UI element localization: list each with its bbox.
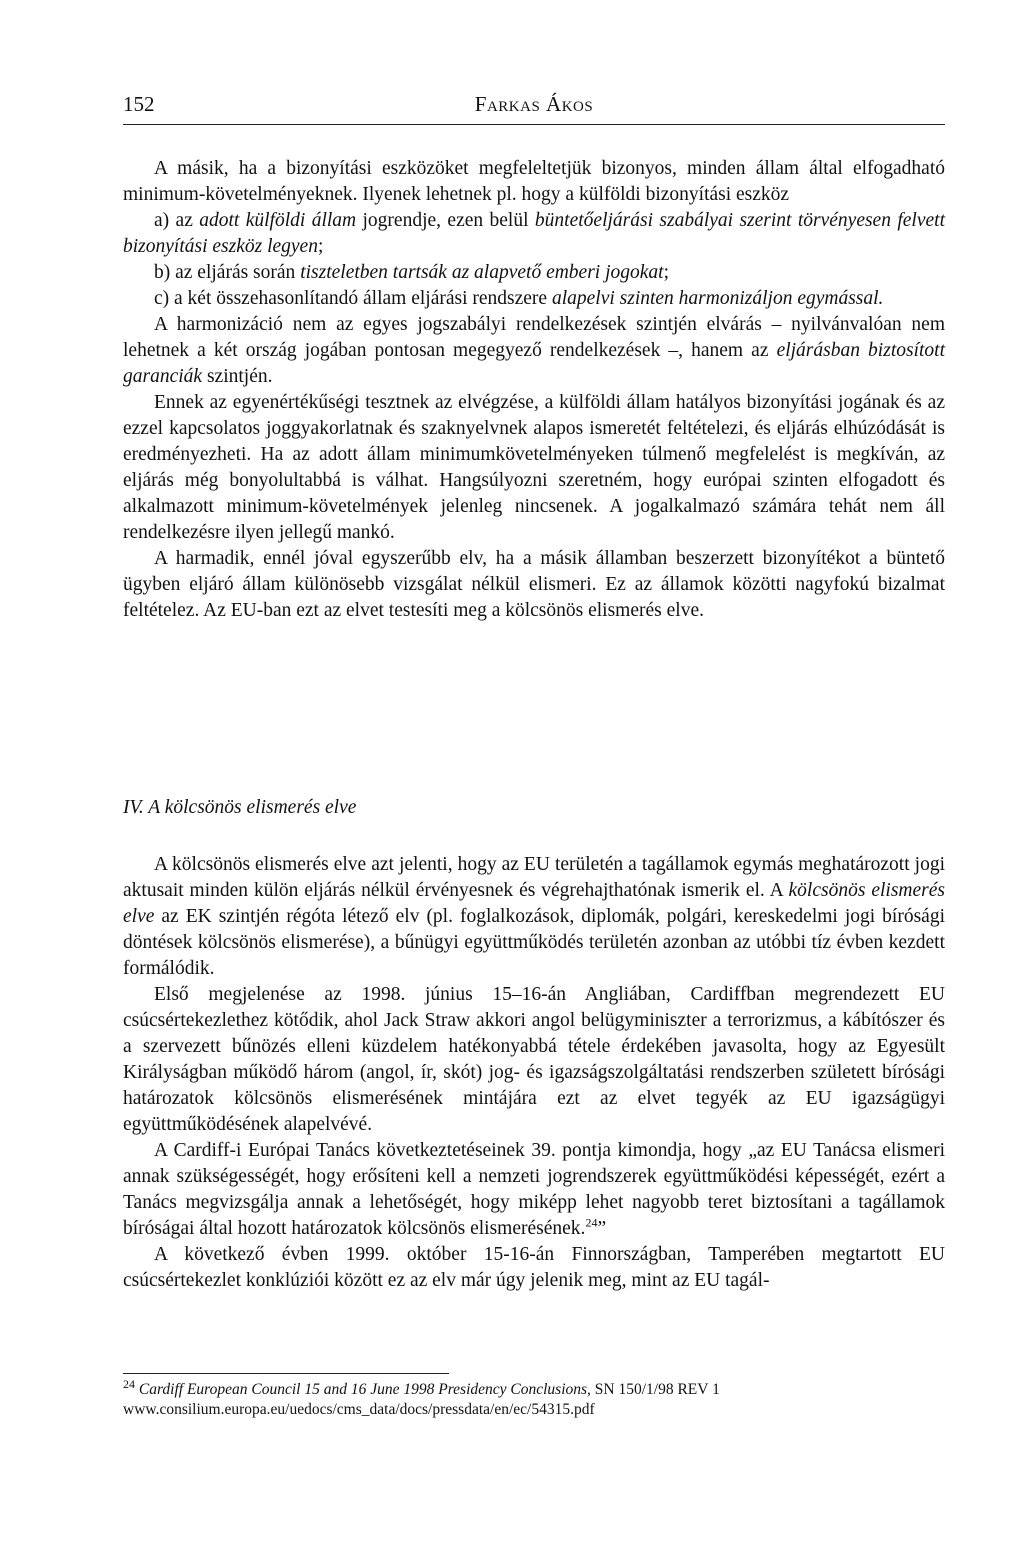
- footnote-rule: [123, 1373, 449, 1374]
- paragraph: A harmonizáció nem az egyes jogszabályi rendelkezések szintjén elvárás – nyilvánvalóan nem lehetnek a két ország jogában pontosan megegyező rendelkezések –, hanem az eljárásban biztosított garanciák szintjén.: [123, 314, 945, 387]
- list-item-b: b) az eljárás során tiszteletben tartsák az alapvető emberi jogokat;: [154, 262, 670, 283]
- footnote-line1: $^{24}$ Cardiff European Council 15 and 16 June 1998 Presidency Conclusions, SN 150/1/98 REV 1: [123, 1376, 720, 1398]
- paragraph: A másik, ha a bizonyítási eszközöket megfeleltetjük bizonyos, minden állam által elfogadható minimum-követelményeknek. Ilyenek lehetnek pl. hogy a külföldi bizonyítási eszköz: [123, 158, 945, 205]
- paragraph: Ennek az egyenértékűségi tesztnek az elvégzése, a külföldi állam hatályos bizonyítási jogának és az ezzel kapcsolatos joggyakorlatnak és szaknyelvnek alapos ismeretét feltételezi, és eljárás elhúzódását is eredményezheti. Ha az adott állam minimumkövetelményeken túlmenő megfelelést is megkíván, az eljárás még bonyolultabbá is válhat. Hangsúlyozni szeretném, hogy európai szinten elfogadott és alkalmazott minimum-követelmények jelenleg nincsenek. A jogalkalmazó számára tehát nem áll rendelkezésre ilyen jellegű mankó.: [123, 392, 945, 543]
- footnote: [123, 1376, 945, 1420]
- footnote-marker: 24: [123, 1376, 135, 1391]
- body-text-part2: [123, 852, 945, 1294]
- paragraph: A kölcsönös elismerés elve azt jelenti, hogy az EU területén a tagállamok egymás meghatározott jogi aktusait minden külön eljárás nélkül érvényesnek és végrehajthatónak ismerik el. A kölcsönös elismerés elve az EK szintjén régóta létező elv (pl. foglalkozások, diplomák, polgári, kereskedelmi jogi bírósági döntések kölcsönös elismerése), a bűnügyi együttműködés területén azonban az utóbbi tíz évben kezdett formálódik.: [123, 854, 945, 979]
- page-header: [123, 84, 945, 125]
- footnote-ref[interactable]: 24: [585, 1215, 598, 1230]
- section-heading: IV. A kölcsönös elismerés elve: [123, 797, 357, 818]
- paragraph: A következő évben 1999. október 15-16-án Finnországban, Tamperében megtartott EU csúcsértekezlet konklúziói között ez az elv már úgy jelenik meg, mint az EU tagál-: [123, 1244, 945, 1291]
- running-title: Farkas Ákos: [474, 92, 594, 116]
- list-item-c: c) a két összehasonlítandó állam eljárási rendszere alapelvi szinten harmonizáljon egymással.: [154, 288, 884, 309]
- paragraph: Első megjelenése az 1998. június 15–16-án Angliában, Cardiffban megrendezett EU csúcsértekezlethez kötődik, ahol Jack Straw akkori angol belügyminiszter a terrorizmus, a kábítószer és a szervezett bűnözés elleni küzdelem hatékonyabbá tétele érdekében javasolta, hogy az Egyesült Királyságban működő három (angol, ír, skót) jog- és igazságszolgáltatási rendszerben született bírósági határozatok kölcsönös elismerésének mintájára ezt az elvet tegyék az EU igazságügyi együttműködésének alapelvévé.: [123, 984, 945, 1135]
- paragraph: A Cardiff-i Európai Tanács következtetéseinek 39. pontja kimondja, hogy „az EU Tanácsa elismeri annak szükségességét, hogy erősíteni kell a nemzeti jogrendszerek együttműködési képességét, ezért a Tanács megvizsgálja annak a lehetőségét, hogy miképp lehet nagyobb teret biztosítani a tagállamok bíróságai által hozott határozatok kölcsönös elismerésének.$^{24}$”: [123, 1140, 945, 1239]
- list-item-a: a) az adott külföldi állam jogrendje, ezen belül büntetőeljárási szabályai szerint törvényesen felvett bizonyítási eszköz legyen;: [123, 210, 945, 257]
- footnote-url[interactable]: www.consilium.europa.eu/uedocs/cms_data/docs/pressdata/en/ec/54315.pdf: [123, 1401, 595, 1418]
- page-number: 152: [123, 92, 155, 116]
- body-text-part1: [123, 156, 945, 624]
- paragraph: A harmadik, ennél jóval egyszerűbb elv, ha a másik államban beszerzett bizonyítékot a büntető ügyben eljáró állam különösebb vizsgálat nélkül elismeri. Ez az államok közötti nagyfokú bizalmat feltételez. Az EU-ban ezt az elvet testesíti meg a kölcsönös elismerés elve.: [123, 548, 945, 621]
